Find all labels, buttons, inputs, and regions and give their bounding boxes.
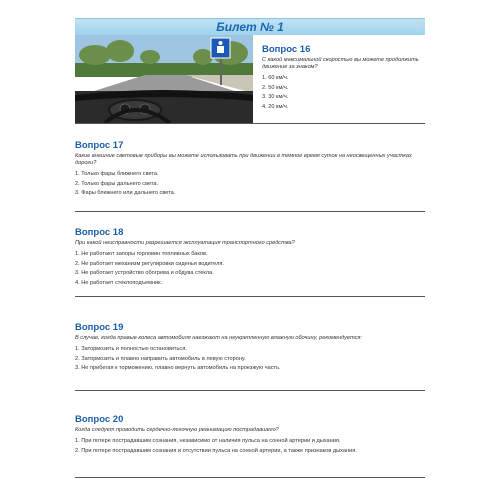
question-16 — [262, 44, 427, 112]
divider — [75, 477, 425, 478]
page-number: 7 — [414, 20, 421, 32]
question-19-text: В случае, когда правые колеса автомобиля наезжают на неукрепленную влажную обочину, рекомендуется: — [75, 335, 362, 341]
ticket-header — [75, 18, 425, 35]
answer-option[interactable]: 2. Только фары дальнего света. — [75, 180, 159, 187]
answer-option[interactable]: 1. Только фары ближнего света. — [75, 171, 159, 178]
answer-option[interactable]: 1. При потере пострадавшим сознания, независимо от наличия пульса на сонной артерии и дыхания. — [75, 438, 341, 445]
answer-option[interactable]: 3. Не работает устройство обогрева и обдува стекла. — [75, 270, 214, 277]
question-16-text: С какой максимальной скоростью вы можете продолжить движение за знаком? — [262, 57, 419, 71]
answer-option[interactable]: 3. Фары ближнего или дальнего света. — [75, 190, 176, 197]
answer-option[interactable]: 2. При потере пострадавшим сознания и отсутствии пульса на сонной артерии, а также признаков дыхания. — [75, 447, 357, 454]
answer-option[interactable]: 2. Затормозить и плавно направить автомобиль в левую сторону. — [75, 355, 246, 362]
answer-option[interactable]: 4. 20 км/ч. — [262, 103, 289, 110]
answer-option[interactable]: 2. Не работает механизм регулировки сиденья водителя. — [75, 260, 224, 267]
road-sign-photo — [75, 35, 253, 123]
answer-option[interactable]: 3. Не прибегая к торможению, плавно вернуть автомобиль на проезжую часть. — [75, 365, 281, 372]
divider — [75, 211, 425, 212]
question-17 — [75, 140, 425, 199]
question-17-text: Какие внешние световые приборы вы можете использовать при движении в темное время суток на неосвещенных участках дороги? — [75, 153, 412, 167]
ticket-title: Билет № 1 — [216, 20, 284, 34]
question-19-title: Вопрос 19 — [75, 322, 124, 333]
question-20-text: Когда следует проводить сердечно-легочную реанимацию пострадавшего? — [75, 427, 279, 433]
question-17-options — [75, 170, 425, 199]
question-18 — [75, 227, 425, 288]
answer-option[interactable]: 4. Не работает стеклоподъемник. — [75, 279, 163, 286]
question-19-options — [75, 345, 425, 374]
question-19 — [75, 322, 425, 374]
question-20 — [75, 414, 425, 456]
question-20-title: Вопрос 20 — [75, 414, 124, 425]
question-18-options — [75, 250, 425, 288]
answer-option[interactable]: 3. 30 км/ч. — [262, 94, 289, 101]
divider — [75, 296, 425, 297]
question-17-title: Вопрос 17 — [75, 140, 124, 151]
answer-option[interactable]: 2. 50 км/ч. — [262, 84, 289, 91]
question-18-text: При какой неисправности разрешается эксплуатация транспортного средства? — [75, 240, 295, 246]
question-20-options — [75, 437, 425, 456]
answer-option[interactable]: 1. Затормозить и полностью остановиться. — [75, 346, 187, 353]
answer-option[interactable]: 1. Не работают запоры горловин топливных баков. — [75, 251, 208, 258]
divider — [75, 123, 425, 124]
question-16-title: Вопрос 16 — [262, 44, 311, 55]
question-18-title: Вопрос 18 — [75, 227, 124, 238]
divider — [75, 390, 425, 391]
question-16-options — [262, 74, 427, 112]
answer-option[interactable]: 1. 60 км/ч. — [262, 75, 289, 82]
